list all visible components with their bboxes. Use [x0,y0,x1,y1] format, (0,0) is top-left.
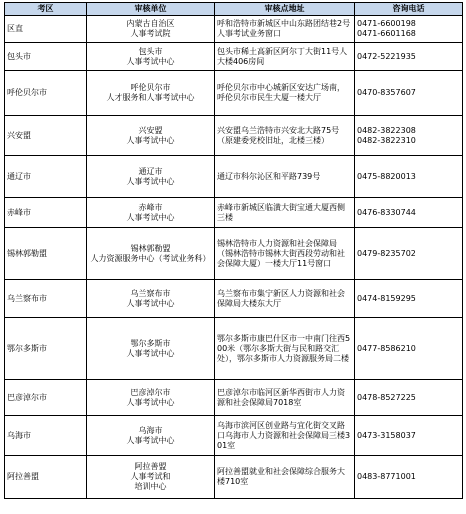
unit-line: 通辽市 [138,166,163,176]
unit-cell [87,16,215,43]
exam-review-table [4,2,463,499]
table-row [5,416,463,456]
phone-cell [355,71,463,116]
unit-line: 包头市 [138,46,163,56]
phone-cell [355,198,463,228]
header-unit: 审核单位 [87,3,215,16]
unit-cell [87,228,215,280]
phone-number: 0470-8357607 [357,88,416,97]
phone-cell [355,43,463,71]
phone-number: 0474-8159295 [357,293,416,303]
phone-cell [355,416,463,456]
unit-cell [87,198,215,228]
unit-line: 人事考试中心 [126,135,175,145]
address-cell: 通辽市科尔沁区和平路739号 [215,156,355,198]
table-row [5,16,463,43]
region-cell: 乌兰察布市 [5,280,87,318]
unit-line: 人力资源服务中心（考试业务科） [90,253,211,263]
table-row [5,198,463,228]
phone-number: 0482-3822308 [357,125,416,135]
address-cell: 巴彦淖尔市临河区新华西街市人力资源和社会保障局7018室 [215,380,355,416]
address-cell: 兴安盟乌兰浩特市兴安北大路75号（原建委党校旧址，北楼三楼） [215,116,355,156]
region-cell: 赤峰市 [5,198,87,228]
unit-line: 锡林郭勒盟 [130,243,171,253]
unit-line: 阿拉善盟 [134,462,167,471]
phone-number: 0475-8820013 [357,171,416,181]
phone-number: 0478-8527225 [357,392,416,402]
address-cell: 呼伦贝尔市中心城新区安达广场南，呼伦贝尔市民生大厦一楼大厅 [215,71,355,116]
unit-cell [87,156,215,198]
table-row [5,380,463,416]
phone-number: 0471-6601168 [357,29,416,38]
unit-line: 培训中心 [134,482,167,491]
unit-line: 内蒙古自治区 [126,19,175,28]
unit-line: 人才服务和人事考试中心 [106,93,195,102]
unit-line: 赤峰市 [138,202,163,212]
table-row [5,43,463,71]
unit-cell [87,456,215,499]
region-cell: 区直 [5,16,87,43]
unit-line: 人事考试中心 [126,212,175,222]
unit-line: 人事考试和 [130,472,171,481]
unit-cell [87,380,215,416]
unit-line: 人事考试中心 [126,348,175,358]
phone-cell [355,228,463,280]
address-cell: 包头市稀土高新区阿尔丁大街11号人大楼406房间 [215,43,355,71]
unit-line: 鄂尔多斯市 [130,338,171,348]
address-cell: 乌兰察布市集宁新区人力资源和社会保障局大楼东大厅 [215,280,355,318]
address-cell: 鄂尔多斯市康巴什区市一中南门往西500米（鄂尔多斯大街与民和路交汇处），鄂尔多斯市人力资源服务局二楼 [215,318,355,380]
phone-number: 0482-3822310 [357,135,416,145]
phone-cell [355,156,463,198]
phone-number: 0472-5221935 [357,51,416,61]
address-cell: 乌海市滨河区创业路与宜化街交叉路口乌海市人力资源和社会保障局三楼301室 [215,416,355,456]
address-cell: 锡林浩特市人力资源和社会保障局（锡林浩特市锡林大街西段劳动和社会保障大厦）一楼大厅11号窗口 [215,228,355,280]
phone-cell [355,318,463,380]
phone-number: 0479-8235702 [357,248,416,258]
unit-cell [87,71,215,116]
address-cell: 赤峰市新城区临潢大街宝通大厦西侧三楼 [215,198,355,228]
address-cell: 阿拉善盟就业和社会保障综合服务大楼710室 [215,456,355,499]
region-cell: 锡林郭勒盟 [5,228,87,280]
phone-number: 0473-3158037 [357,430,416,440]
header-region: 考区 [5,3,87,16]
unit-cell [87,318,215,380]
region-cell: 鄂尔多斯市 [5,318,87,380]
phone-number: 0471-6600198 [357,19,416,28]
unit-line: 乌兰察布市 [130,288,171,298]
unit-line: 人事考试中心 [126,176,175,186]
unit-line: 兴安盟 [138,125,163,135]
address-cell: 呼和浩特市新城区中山东路团结巷2号人事考试业务窗口 [215,16,355,43]
region-cell: 乌海市 [5,416,87,456]
phone-number: 0476-8330744 [357,207,416,217]
table-header-row [5,3,463,16]
region-cell: 巴彦淖尔市 [5,380,87,416]
table-row [5,71,463,116]
table-row [5,456,463,499]
phone-number: 0483-8771001 [357,472,416,481]
phone-cell [355,16,463,43]
unit-line: 人事考试中心 [126,397,175,407]
phone-cell [355,280,463,318]
unit-line: 巴彦淖尔市 [130,387,171,397]
unit-cell [87,416,215,456]
table-row [5,280,463,318]
phone-cell [355,380,463,416]
table-row [5,116,463,156]
phone-cell [355,116,463,156]
unit-line: 人事考试中心 [126,56,175,66]
unit-line: 呼伦贝尔市 [130,83,171,92]
phone-number: 0477-8586210 [357,343,416,353]
region-cell: 通辽市 [5,156,87,198]
region-cell: 阿拉善盟 [5,456,87,499]
region-cell: 包头市 [5,43,87,71]
region-cell: 兴安盟 [5,116,87,156]
region-cell: 呼伦贝尔市 [5,71,87,116]
unit-cell [87,43,215,71]
unit-line: 乌海市 [138,425,163,435]
unit-line: 人事考试院 [130,29,171,38]
table-body [5,16,463,499]
unit-cell [87,116,215,156]
phone-cell [355,456,463,499]
table-row [5,228,463,280]
header-phone: 咨询电话 [355,3,463,16]
unit-cell [87,280,215,318]
unit-line: 人事考试中心 [126,298,175,308]
header-address: 审核点地址 [215,3,355,16]
table-row [5,318,463,380]
table-row [5,156,463,198]
unit-line: 人事考试中心 [126,435,175,445]
